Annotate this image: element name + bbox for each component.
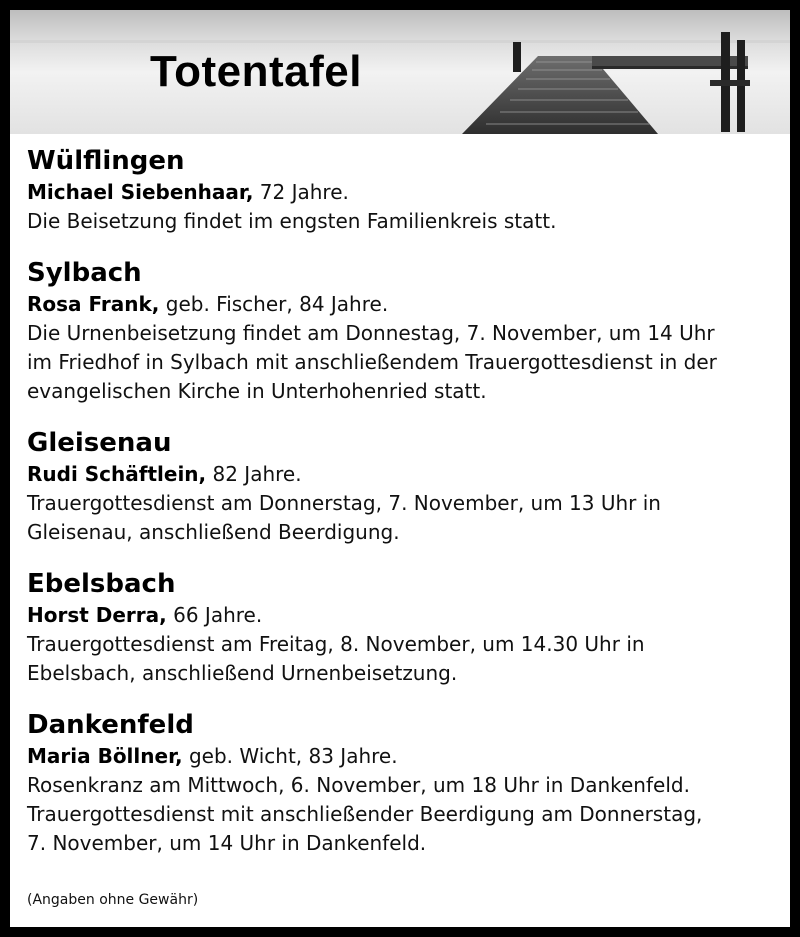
entry-name: Rosa Frank,	[27, 292, 160, 316]
obituary-entry	[27, 567, 780, 688]
entry-text-line: Trauergottesdienst am Donnerstag, 7. November, um 13 Uhr in	[27, 491, 661, 515]
entry-person	[27, 460, 780, 489]
obituary-entry	[27, 708, 780, 858]
entry-details: 72 Jahre.	[253, 180, 349, 204]
entry-details: geb. Wicht, 83 Jahre.	[182, 744, 398, 768]
entry-person	[27, 601, 780, 630]
obituary-list	[27, 144, 780, 878]
entry-name: Maria Böllner,	[27, 744, 183, 768]
entry-place: Dankenfeld	[27, 710, 194, 740]
entry-name: Rudi Schäftlein,	[27, 462, 207, 486]
jetty-photo	[10, 10, 790, 134]
entry-text-line: Gleisenau, anschließend Beerdigung.	[27, 520, 400, 544]
entry-details: 82 Jahre.	[206, 462, 302, 486]
header-banner	[10, 10, 790, 134]
disclaimer: (Angaben ohne Gewähr)	[27, 892, 199, 908]
entry-place: Wülflingen	[27, 146, 185, 176]
entry-name: Michael Siebenhaar,	[27, 180, 254, 204]
entry-person	[27, 742, 780, 771]
entry-text-line: Ebelsbach, anschließend Urnenbeisetzung.	[27, 661, 458, 685]
obituary-entry	[27, 256, 780, 406]
entry-text-line: evangelischen Kirche in Unterhohenried statt.	[27, 379, 487, 403]
page-title: Totentafel	[150, 47, 362, 96]
entry-text-line: Die Beisetzung findet im engsten Familienkreis statt.	[27, 209, 557, 233]
entry-name: Horst Derra,	[27, 603, 167, 627]
entry-text-line: Rosenkranz am Mittwoch, 6. November, um 18 Uhr in Dankenfeld.	[27, 773, 690, 797]
entry-text-line: Die Urnenbeisetzung findet am Donnestag, 7. November, um 14 Uhr	[27, 321, 715, 345]
entry-details: geb. Fischer, 84 Jahre.	[159, 292, 389, 316]
entry-text-line: Trauergottesdienst mit anschließender Beerdigung am Donnerstag,	[27, 802, 703, 826]
obituary-entry	[27, 426, 780, 547]
entry-person	[27, 290, 780, 319]
entry-text-line: im Friedhof in Sylbach mit anschließendem Trauergottesdienst in der	[27, 350, 717, 374]
entry-place: Sylbach	[27, 258, 142, 288]
obituary-card	[10, 10, 790, 927]
entry-text-line: Trauergottesdienst am Freitag, 8. November, um 14.30 Uhr in	[27, 632, 645, 656]
entry-place: Ebelsbach	[27, 569, 176, 599]
entry-person	[27, 178, 780, 207]
entry-details: 66 Jahre.	[166, 603, 263, 627]
entry-text-line: 7. November, um 14 Uhr in Dankenfeld.	[27, 831, 427, 855]
obituary-entry	[27, 144, 780, 236]
entry-place: Gleisenau	[27, 428, 172, 458]
